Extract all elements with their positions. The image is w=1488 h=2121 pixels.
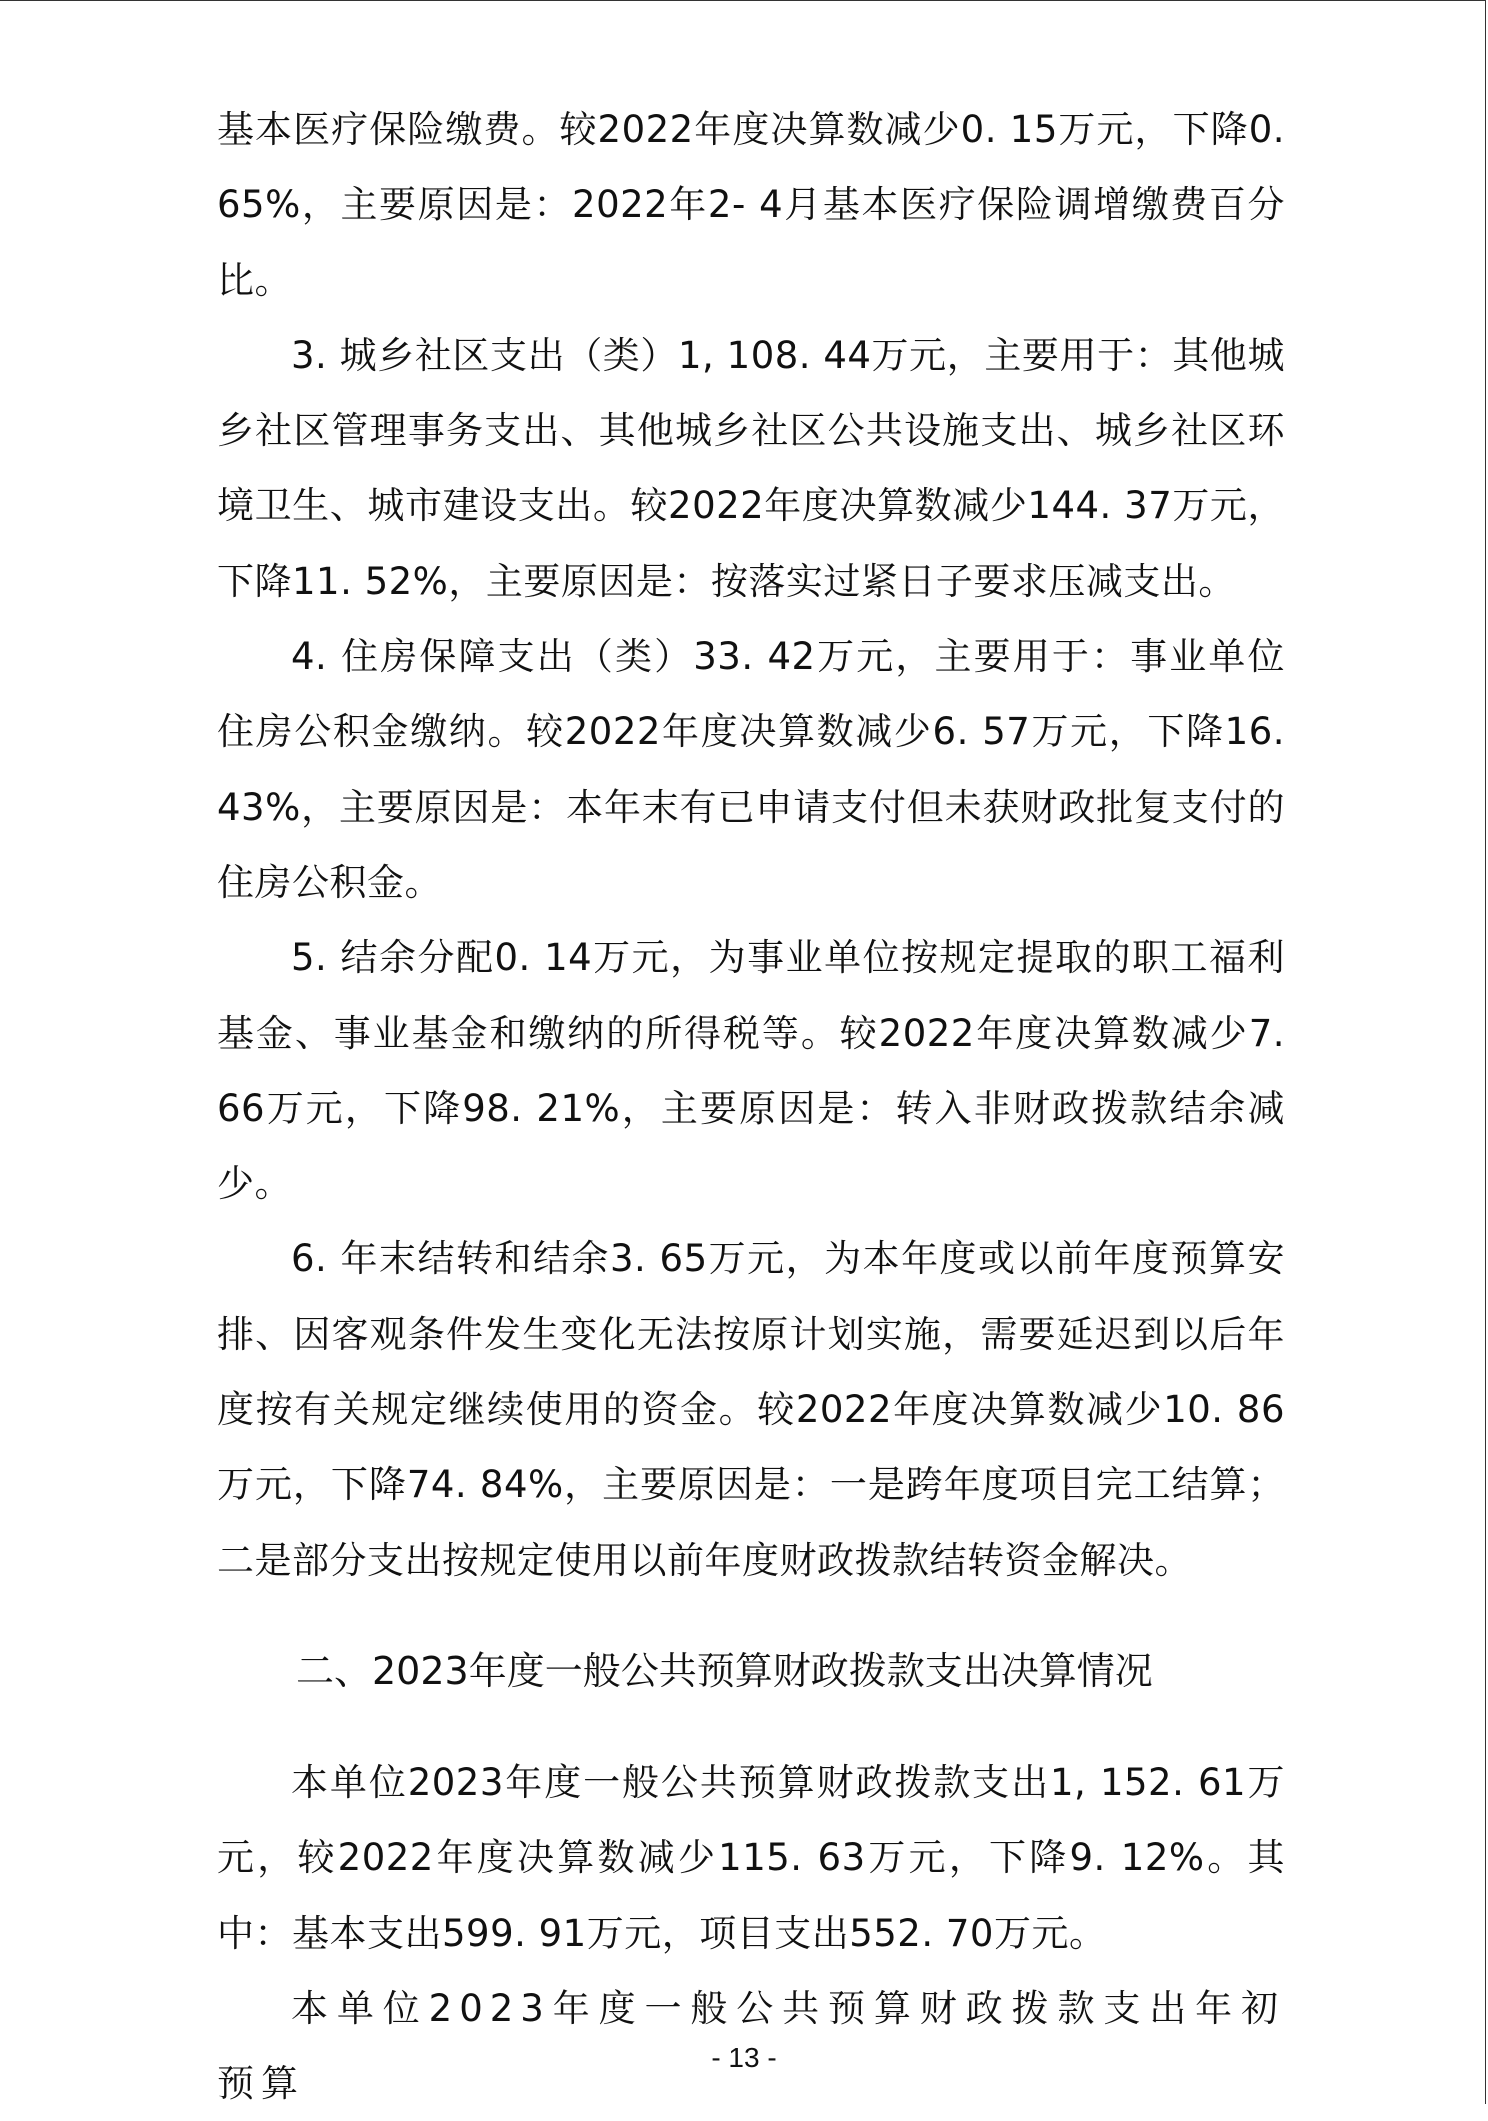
paragraph-year-end-carryover: 6. 年末结转和结余3. 65万元，为本年度或以前年度预算安排、因客观条件发生变化无法按原计划实施，需要延迟到以后年度按有关规定继续使用的资金。较2022年度决算数减少10. 86万元，下降74. 84%，主要原因是：一是跨年度项目完工结算；二是部分支出按规定使用以前年度财政拨款结转资金解决。 bbox=[217, 1237, 1285, 1582]
section-heading: 二、2023年度一般公共预算财政拨款支出决算情况 bbox=[296, 1648, 1153, 1693]
document-body bbox=[217, 92, 1285, 2121]
paragraph-general-budget-expenditure: 本单位2023年度一般公共预算财政拨款支出1, 152. 61万元，较2022年度决算数减少115. 63万元，下降9. 12%。其中：基本支出599. 91万元，项目支出552. 70万元。 bbox=[217, 1760, 1285, 1955]
paragraph-initial-budget: 本单位2023年度一般公共预算财政拨款支出年初预算 bbox=[217, 1986, 1285, 2106]
paragraph-medical-insurance: 基本医疗保险缴费。较2022年度决算数减少0. 15万元，下降0. 65%，主要原因是：2022年2- 4月基本医疗保险调增缴费百分比。 bbox=[217, 108, 1285, 302]
paragraph-urban-rural-community: 3. 城乡社区支出（类）1, 108. 44万元，主要用于：其他城乡社区管理事务支出、其他城乡社区公共设施支出、城乡社区环境卫生、城市建设支出。较2022年度决算数减少144. 37万元，下降11. 52%，主要原因是：按落实过紧日子要求压减支出。 bbox=[217, 333, 1285, 603]
page-number: - 13 - bbox=[711, 2042, 777, 2073]
paragraph-housing-security: 4. 住房保障支出（类）33. 42万元，主要用于：事业单位住房公积金缴纳。较2022年度决算数减少6. 57万元，下降16. 43%，主要原因是：本年末有已申请支付但未获财政批复支付的住房公积金。 bbox=[217, 635, 1285, 904]
paragraph-surplus-distribution: 5. 结余分配0. 14万元，为事业单位按规定提取的职工福利基金、事业基金和缴纳的所得税等。较2022年度决算数减少7. 66万元，下降98. 21%，主要原因是：转入非财政拨款结余减少。 bbox=[217, 936, 1285, 1206]
